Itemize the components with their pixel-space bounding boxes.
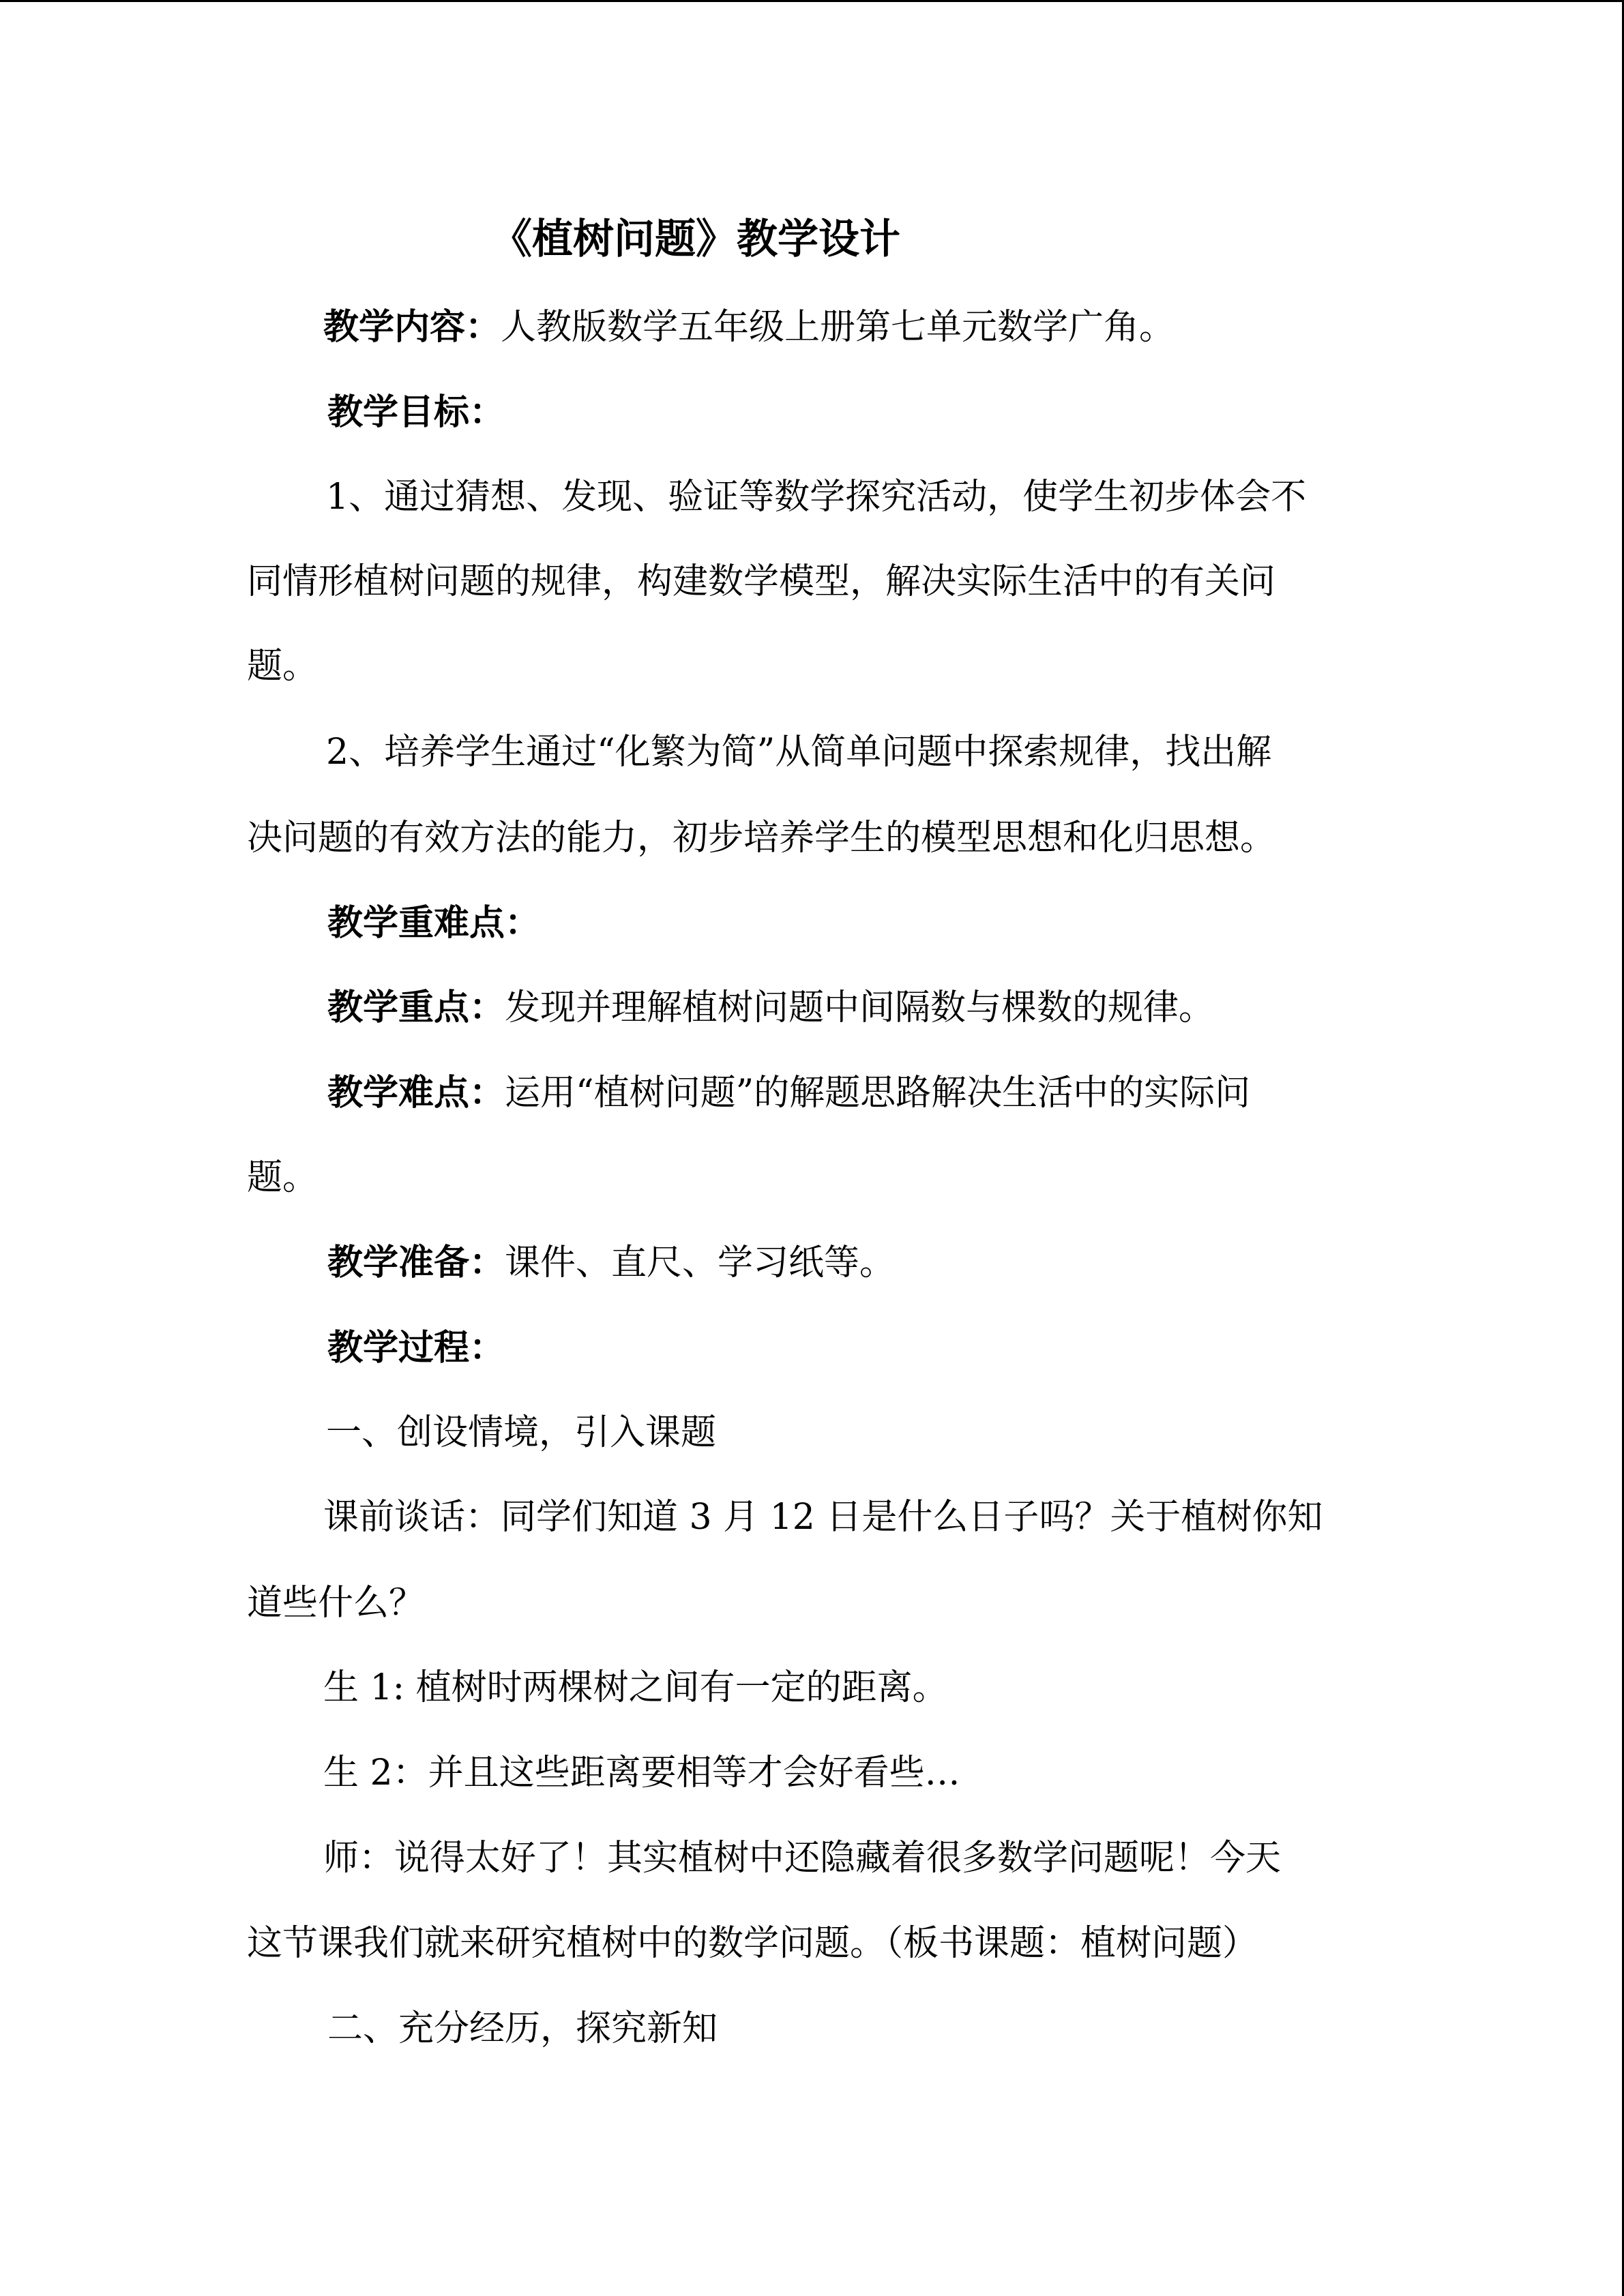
section-2-heading: 二、充分经历，探究新知 <box>327 2008 718 2049</box>
teaching-content-text: 人教版数学五年级上册第七单元数学广角。 <box>501 307 1175 348</box>
student-2-line: 生 2：并且这些距离要相等才会好看些… <box>323 1753 960 1793</box>
difficulty-line-2: 题。 <box>247 1157 319 1198</box>
talk-line-2: 道些什么？ <box>247 1583 425 1624</box>
focus-label: 教学重点： <box>327 987 505 1028</box>
document-title: 《植树问题》教学设计 <box>491 215 900 263</box>
preparation-line <box>327 1236 895 1290</box>
preparation-text: 课件、直尺、学习纸等。 <box>505 1242 896 1283</box>
student-1-line: 生 1: 植树时两棵树之间有一定的距离。 <box>323 1667 948 1708</box>
focus-line <box>327 981 1214 1035</box>
process-heading: 教学过程： <box>327 1327 505 1369</box>
difficulty-line-1 <box>327 1066 1250 1120</box>
objective-2-line-1: 2、培养学生通过“化繁为简”从简单问题中探索规律，找出解 <box>326 732 1272 773</box>
objective-1-line-2: 同情形植树问题的规律，构建数学模型，解决实际生活中的有关问 <box>247 561 1276 602</box>
objective-1-line-3: 题。 <box>247 646 319 687</box>
objective-1-line-1: 1、通过猜想、发现、验证等数学探究活动，使学生初步体会不 <box>326 477 1307 518</box>
teaching-content-line <box>323 300 1175 355</box>
difficulty-text: 运用“植树问题”的解题思路解决生活中的实际问 <box>505 1073 1251 1114</box>
talk-line-1: 课前谈话：同学们知道 3 月 12 日是什么日子吗？关于植树你知 <box>323 1497 1323 1538</box>
objectives-heading: 教学目标： <box>327 391 505 433</box>
preparation-label: 教学准备： <box>327 1242 505 1283</box>
section-1-heading: 一、创设情境，引入课题 <box>326 1412 717 1453</box>
key-points-heading: 教学重难点： <box>327 902 541 944</box>
difficulty-label: 教学难点： <box>327 1072 505 1114</box>
focus-text: 发现并理解植树问题中间隔数与棵数的规律。 <box>505 987 1215 1028</box>
teacher-line-2: 这节课我们就来研究植树中的数学问题。（板书课题：植树问题） <box>247 1923 1258 1964</box>
objective-2-line-2: 决问题的有效方法的能力，初步培养学生的模型思想和化归思想。 <box>247 818 1276 859</box>
teaching-content-label: 教学内容： <box>323 306 501 348</box>
teacher-line-1: 师：说得太好了！其实植树中还隐藏着很多数学问题呢！今天 <box>323 1838 1282 1879</box>
